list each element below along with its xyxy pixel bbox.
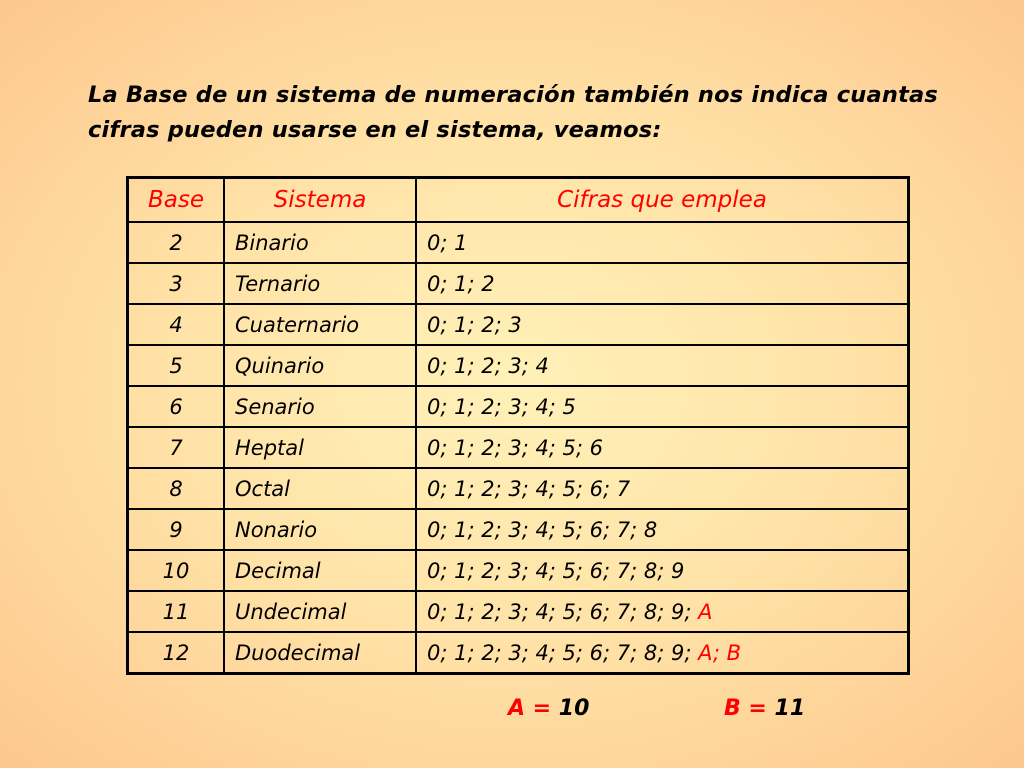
table-row [128,345,909,386]
cifras-letters: A; B [698,640,742,665]
cell-base: 9 [128,509,225,550]
cell-base: 6 [128,386,225,427]
cifras-text: 0; 1; 2; 3 [427,312,522,337]
legend-a [508,696,589,721]
cell-cifras [416,550,909,591]
numeral-systems-table [126,176,910,675]
table-row [128,263,909,304]
cifras-text: 0; 1; 2; 3; 4; 5; 6; 7; 8; 9 [427,558,685,583]
cell-sistema: Binario [224,222,416,263]
header-cifras: Cifras que emplea [416,178,909,223]
cifras-text: 0; 1; 2; 3; 4; 5; 6 [427,435,604,460]
cell-sistema: Undecimal [224,591,416,632]
cell-sistema: Heptal [224,427,416,468]
cell-base: 11 [128,591,225,632]
table-row [128,304,909,345]
legend-b-label: B = [724,696,767,721]
cell-base: 3 [128,263,225,304]
cell-sistema: Cuaternario [224,304,416,345]
cell-sistema: Decimal [224,550,416,591]
legend-b [724,696,805,721]
intro-text: La Base de un sistema de numeración también nos indica cuantas cifras pueden usarse en el sistema, veamos: [88,82,938,143]
cell-base: 8 [128,468,225,509]
cifras-text: 0; 1 [427,230,468,255]
cifras-text: 0; 1; 2 [427,271,495,296]
cell-cifras [416,263,909,304]
legend-a-label: A = [508,696,552,721]
header-base: Base [128,178,225,223]
table-row [128,427,909,468]
cell-cifras [416,345,909,386]
legend-a-value: 10 [558,696,590,721]
cell-base: 4 [128,304,225,345]
cell-base: 7 [128,427,225,468]
cell-sistema: Senario [224,386,416,427]
cell-cifras [416,632,909,674]
cell-sistema: Octal [224,468,416,509]
table-row [128,550,909,591]
cell-cifras [416,509,909,550]
table-row [128,468,909,509]
cifras-text: 0; 1; 2; 3; 4; 5; 6; 7; 8; 9; [427,599,699,624]
table-row [128,632,909,674]
cell-cifras [416,386,909,427]
cell-cifras [416,427,909,468]
table-row [128,386,909,427]
cifras-text: 0; 1; 2; 3; 4; 5; 6; 7; 8; 9; [427,640,699,665]
cell-cifras [416,222,909,263]
cell-sistema: Duodecimal [224,632,416,674]
cell-sistema: Ternario [224,263,416,304]
cifras-text: 0; 1; 2; 3; 4; 5; 6; 7; 8 [427,517,658,542]
table-row [128,591,909,632]
table-header-row [128,178,909,223]
cifras-letter: A [698,599,713,624]
cell-base: 5 [128,345,225,386]
header-sistema: Sistema [224,178,416,223]
cell-cifras [416,468,909,509]
cifras-text: 0; 1; 2; 3; 4; 5; 6; 7 [427,476,631,501]
cifras-text: 0; 1; 2; 3; 4 [427,353,549,378]
cell-cifras [416,304,909,345]
cifras-text: 0; 1; 2; 3; 4; 5 [427,394,576,419]
cell-cifras [416,591,909,632]
table-row [128,222,909,263]
cell-base: 2 [128,222,225,263]
table-row [128,509,909,550]
cell-sistema: Quinario [224,345,416,386]
cell-sistema: Nonario [224,509,416,550]
cell-base: 10 [128,550,225,591]
cell-base: 12 [128,632,225,674]
legend-b-value: 11 [774,696,806,721]
